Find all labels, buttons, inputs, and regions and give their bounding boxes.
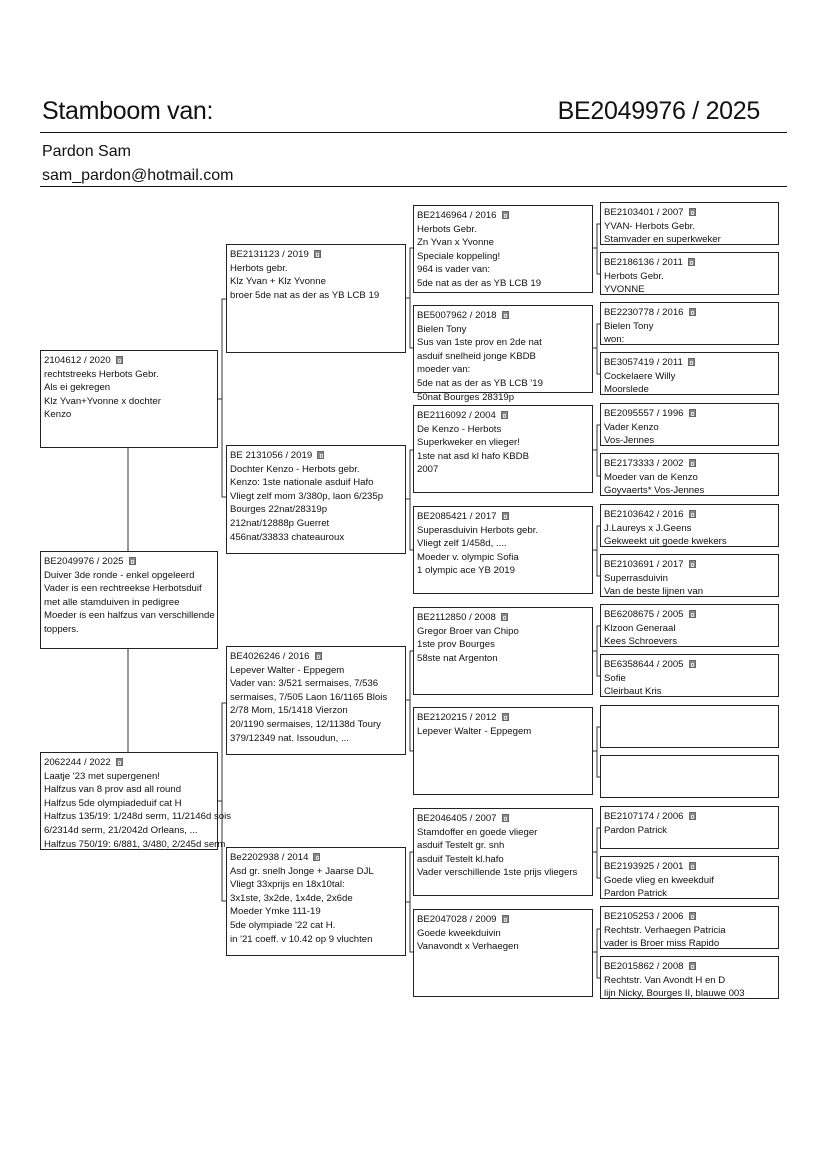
note-line: asduif Testelt kl.hafo: [417, 853, 504, 865]
note-line: lijn Nicky, Bourges II, blauwe 003: [604, 988, 745, 1000]
owner-name: Pardon Sam: [42, 143, 131, 160]
pigeon-info-icon[interactable]: [689, 812, 696, 820]
ring-number: BE2186136 / 2011: [604, 257, 683, 268]
pigeon-info-icon[interactable]: [116, 356, 123, 364]
note-line: asduif Testelt gr. snh: [417, 840, 505, 852]
ring-number: Be2202938 / 2014: [230, 852, 309, 863]
note-line: Vos-Jennes: [604, 435, 655, 447]
pigeon-info-icon[interactable]: [689, 308, 696, 316]
note-line: Superrasduivin: [604, 572, 668, 584]
note-line: Zn Yvan x Yvonne: [417, 237, 494, 249]
ring-number: BE5007962 / 2018: [417, 310, 497, 321]
ring-number: BE6208675 / 2005: [604, 609, 684, 620]
note-line: Superasduivin Herbots gebr.: [417, 524, 539, 536]
pigeon-info-icon[interactable]: [689, 560, 696, 568]
ring-number: BE 2131056 / 2019: [230, 450, 313, 461]
pigeon-card-g9[interactable]: [600, 604, 779, 647]
pigeon-card-mff[interactable]: [413, 607, 593, 695]
ring-number: BE2103642 / 2016: [604, 509, 684, 520]
ring-number: BE2103691 / 2017: [604, 559, 684, 570]
note-line: Vanavondt x Verhaegen: [417, 941, 519, 953]
note-line: J.Laureys x J.Geens: [604, 522, 692, 534]
note-line: Klz Yvan + Klz Yvonne: [230, 276, 326, 288]
owner-divider: [40, 186, 787, 187]
note-line: Rechtstr. Verhaegen Patricia: [604, 924, 726, 936]
note-line: 5de nat as der as YB LCB '19: [417, 377, 543, 389]
pigeon-info-icon[interactable]: [688, 358, 695, 366]
note-line: 456nat/33833 chateauroux: [230, 531, 345, 543]
note-line: Kenzo: 1ste nationale asduif Hafo: [230, 477, 374, 489]
pigeon-card-empty[interactable]: [600, 755, 779, 798]
note-line: Bourges 22nat/28319p: [230, 504, 328, 516]
note-line: Halfzus 5de olympiadeduif cat H: [44, 797, 182, 809]
note-line: Pardon Patrick: [604, 824, 667, 836]
pigeon-card-empty[interactable]: [600, 705, 779, 748]
pigeon-card-mmf[interactable]: [413, 808, 593, 896]
note-line: Goyvaerts* Vos-Jennes: [604, 485, 705, 497]
note-line: Moeder van de Kenzo: [604, 471, 698, 483]
ring-number: BE2107174 / 2006: [604, 811, 684, 822]
pigeon-card-g16[interactable]: [600, 956, 779, 999]
note-line: Moeder Ymke 111-19: [230, 906, 321, 918]
note-line: toppers.: [44, 623, 79, 635]
pigeon-info-icon[interactable]: [502, 713, 509, 721]
pigeon-card-g10[interactable]: [600, 654, 779, 697]
note-line: Als ei gekregen: [44, 382, 111, 394]
note-line: met alle stamduiven in pedigree: [44, 596, 180, 608]
ring-number: BE2120215 / 2012: [417, 712, 497, 723]
note-line: Halfzus 135/19: 1/248d serm, 11/2146d sois: [44, 811, 232, 823]
note-line: Cockelaere Willy: [604, 370, 676, 382]
note-line: won:: [604, 334, 625, 346]
pigeon-card-fmf[interactable]: [413, 405, 593, 493]
note-line: Goede vlieg en kweekduif: [604, 874, 714, 886]
note-line: 5de nat as der as YB LCB 19: [417, 277, 542, 289]
owner-email: sam_pardon@hotmail.com: [42, 167, 234, 184]
pigeon-info-icon[interactable]: [502, 915, 509, 923]
pigeon-info-icon[interactable]: [689, 660, 696, 668]
pigeon-card-subject[interactable]: [40, 551, 218, 649]
pigeon-card-mm[interactable]: [226, 847, 406, 956]
pigeon-info-icon[interactable]: [689, 208, 696, 216]
pigeon-info-icon[interactable]: [129, 557, 136, 565]
ring-number: BE6358644 / 2005: [604, 659, 684, 670]
ring-number: BE2085421 / 2017: [417, 511, 497, 522]
note-line: 5de olympiade '22 cat H.: [230, 919, 336, 931]
note-line: Speciale koppeling!: [417, 250, 501, 262]
pigeon-card-ff[interactable]: [226, 244, 406, 353]
note-line: 20/1190 sermaises, 12/1138d Toury: [230, 718, 381, 730]
note-line: Gekweekt uit goede kwekers: [604, 536, 727, 548]
note-line: Cleirbaut Kris: [604, 686, 662, 698]
note-line: asduif snelheid jonge KBDB: [417, 350, 536, 362]
pigeon-info-icon[interactable]: [501, 613, 508, 621]
pigeon-card-mother[interactable]: [40, 752, 232, 850]
pigeon-card-g8[interactable]: [600, 554, 779, 597]
note-line: 3x1ste, 3x2de, 1x4de, 2x6de: [230, 892, 353, 904]
note-line: 964 is vader van:: [417, 264, 491, 276]
note-line: sermaises, 7/505 Laon 16/1165 Blois: [230, 691, 388, 703]
note-line: in '21 coeff. v 10.42 op 9 vluchten: [230, 933, 373, 945]
note-line: Vliegt zelf mom 3/380p, laon 6/235p: [230, 490, 384, 502]
note-line: Herbots Gebr.: [417, 223, 477, 235]
note-line: Stamvader en superkweker: [604, 234, 721, 246]
note-line: 6/2314d serm, 21/2042d Orleans, ...: [44, 824, 198, 836]
pigeon-card-g7[interactable]: [600, 504, 779, 547]
ring-number: BE2131123 / 2019: [230, 249, 309, 260]
ring-number: BE2103401 / 2007: [604, 207, 684, 218]
note-line: 212nat/12888p Guerret: [230, 517, 330, 529]
note-line: 58ste nat Argenton: [417, 652, 498, 664]
note-line: Goede kweekduivin: [417, 927, 501, 939]
ring-number: BE2046405 / 2007: [417, 813, 497, 824]
ring-number: BE2049976 / 2025: [44, 556, 124, 567]
note-line: Kenzo: [44, 409, 72, 421]
pigeon-card-g15[interactable]: [600, 906, 779, 949]
note-line: Klzoon Generaal: [604, 622, 676, 634]
ring-number: BE2193925 / 2001: [604, 861, 684, 872]
pigeon-card-fff[interactable]: [413, 205, 593, 293]
note-line: De Kenzo - Herbots: [417, 423, 502, 435]
pigeon-info-icon[interactable]: [314, 250, 321, 258]
note-line: Klz Yvan+Yvonne x dochter: [44, 395, 161, 407]
pigeon-card-fmm[interactable]: [413, 506, 593, 594]
pigeon-info-icon[interactable]: [689, 510, 696, 518]
note-line: Sus van 1ste prov en 2de nat: [417, 337, 542, 349]
pigeon-card-g5[interactable]: [600, 403, 779, 446]
ring-number: 2062244 / 2022: [44, 757, 111, 768]
note-line: Vader van: 3/521 sermaises, 7/536: [230, 678, 379, 690]
note-line: YVAN- Herbots Gebr.: [604, 220, 695, 232]
note-line: Herbots Gebr.: [604, 270, 664, 282]
note-line: Lepever Walter - Eppegem: [230, 664, 345, 676]
pigeon-card-g4[interactable]: [600, 352, 779, 395]
pigeon-card-ffm[interactable]: [413, 305, 593, 403]
ring-number: BE2015862 / 2008: [604, 961, 684, 972]
note-line: Moorslede: [604, 384, 649, 396]
pigeon-info-icon[interactable]: [502, 211, 509, 219]
note-line: broer 5de nat as der as YB LCB 19: [230, 289, 380, 301]
note-line: 2007: [417, 464, 439, 476]
ring-number: BE2047028 / 2009: [417, 914, 497, 925]
ring-number: BE3057419 / 2011: [604, 357, 683, 368]
note-line: Superkweker en vlieger!: [417, 437, 520, 449]
ring-number: 2104612 / 2020: [44, 355, 111, 366]
ring-number: BE2146964 / 2016: [417, 210, 497, 221]
note-line: 2/78 Mom, 15/1418 Vierzon: [230, 705, 348, 717]
pigeon-info-icon[interactable]: [315, 652, 322, 660]
pigeon-info-icon[interactable]: [689, 962, 696, 970]
pigeon-card-father[interactable]: [40, 350, 218, 448]
ring-number: BE2230778 / 2016: [604, 307, 684, 318]
pigeon-card-mfm[interactable]: [413, 707, 593, 795]
ring-number: BE2112850 / 2008: [417, 612, 496, 623]
note-line: Halfzus 750/19: 6/881, 3/480, 2/245d serm: [44, 838, 226, 850]
note-line: Bielen Tony: [417, 323, 467, 335]
note-line: Lepever Walter - Eppegem: [417, 725, 532, 737]
pigeon-card-g13[interactable]: [600, 806, 779, 849]
note-line: Vliegt 33xprijs en 18x10tal:: [230, 879, 345, 891]
subject-ring-title: BE2049976 / 2025: [557, 97, 760, 125]
note-line: Van de beste lijnen van: [604, 586, 704, 598]
pigeon-info-icon[interactable]: [502, 512, 509, 520]
ring-number: BE2095557 / 1996: [604, 408, 684, 419]
note-line: 1ste prov Bourges: [417, 639, 495, 651]
note-line: Dochter Kenzo - Herbots gebr.: [230, 463, 360, 475]
pigeon-info-icon[interactable]: [317, 451, 324, 459]
note-line: Vliegt zelf 1/458d, ....: [417, 538, 507, 550]
pigeon-card-g1[interactable]: [600, 202, 779, 245]
header-divider: [40, 132, 787, 133]
note-line: moeder van:: [417, 364, 471, 376]
note-line: Herbots gebr.: [230, 262, 288, 274]
ring-number: BE2105253 / 2006: [604, 911, 684, 922]
pigeon-info-icon[interactable]: [502, 814, 509, 822]
note-line: Rechtstr. Van Avondt H en D: [604, 974, 726, 986]
pigeon-info-icon[interactable]: [313, 853, 320, 861]
note-line: 1 olympic ace YB 2019: [417, 565, 515, 577]
pigeon-info-icon[interactable]: [116, 758, 123, 766]
note-line: Stamdoffer en goede vlieger: [417, 826, 538, 838]
note-line: Asd gr. snelh Jonge + Jaarse DJL: [230, 865, 374, 877]
note-line: Gregor Broer van Chipo: [417, 625, 519, 637]
note-line: rechtstreeks Herbots Gebr.: [44, 368, 159, 380]
page-title: Stamboom van:: [42, 97, 214, 125]
ring-number: BE2173333 / 2002: [604, 458, 684, 469]
note-line: Sofie: [604, 672, 626, 684]
pigeon-info-icon[interactable]: [501, 411, 508, 419]
note-line: Duiver 3de ronde - enkel opgeleerd: [44, 569, 195, 581]
pigeon-card-g14[interactable]: [600, 856, 779, 899]
pigeon-info-icon[interactable]: [688, 258, 695, 266]
pigeon-card-g6[interactable]: [600, 453, 779, 496]
note-line: YVONNE: [604, 284, 645, 296]
note-line: vader is Broer miss Rapido: [604, 938, 720, 950]
note-line: 1ste nat asd kl hafo KBDB: [417, 450, 529, 462]
note-line: 50nat Bourges 28319p: [417, 391, 515, 403]
note-line: Moeder is een halfzus van verschillende: [44, 610, 215, 622]
pigeon-card-g3[interactable]: [600, 302, 779, 345]
note-line: Halfzus van 8 prov asd all round: [44, 784, 182, 796]
pigeon-info-icon[interactable]: [502, 311, 509, 319]
pigeon-info-icon[interactable]: [689, 409, 696, 417]
pigeon-card-fm[interactable]: [226, 445, 406, 554]
pigeon-info-icon[interactable]: [689, 610, 696, 618]
ring-number: BE4026246 / 2016: [230, 651, 310, 662]
ring-number: BE2116092 / 2004: [417, 410, 496, 421]
pigeon-info-icon[interactable]: [689, 459, 696, 467]
pigeon-card-mf[interactable]: [226, 646, 406, 755]
note-line: Laatje '23 met supergenen!: [44, 770, 160, 782]
note-line: Vader verschillende 1ste prijs vliegers: [417, 867, 578, 879]
note-line: Moeder v. olympic Sofia: [417, 551, 519, 563]
note-line: 379/12349 nat. Issoudun, ...: [230, 732, 349, 744]
pigeon-info-icon[interactable]: [689, 862, 696, 870]
note-line: Vader is een rechtreekse Herbotsduif: [44, 583, 202, 595]
pigeon-card-g2[interactable]: [600, 252, 779, 295]
note-line: Bielen Tony: [604, 320, 654, 332]
note-line: Kees Schroevers: [604, 636, 678, 648]
pigeon-card-mmm[interactable]: [413, 909, 593, 997]
pigeon-info-icon[interactable]: [689, 912, 696, 920]
note-line: Pardon Patrick: [604, 888, 667, 900]
note-line: Vader Kenzo: [604, 421, 659, 433]
